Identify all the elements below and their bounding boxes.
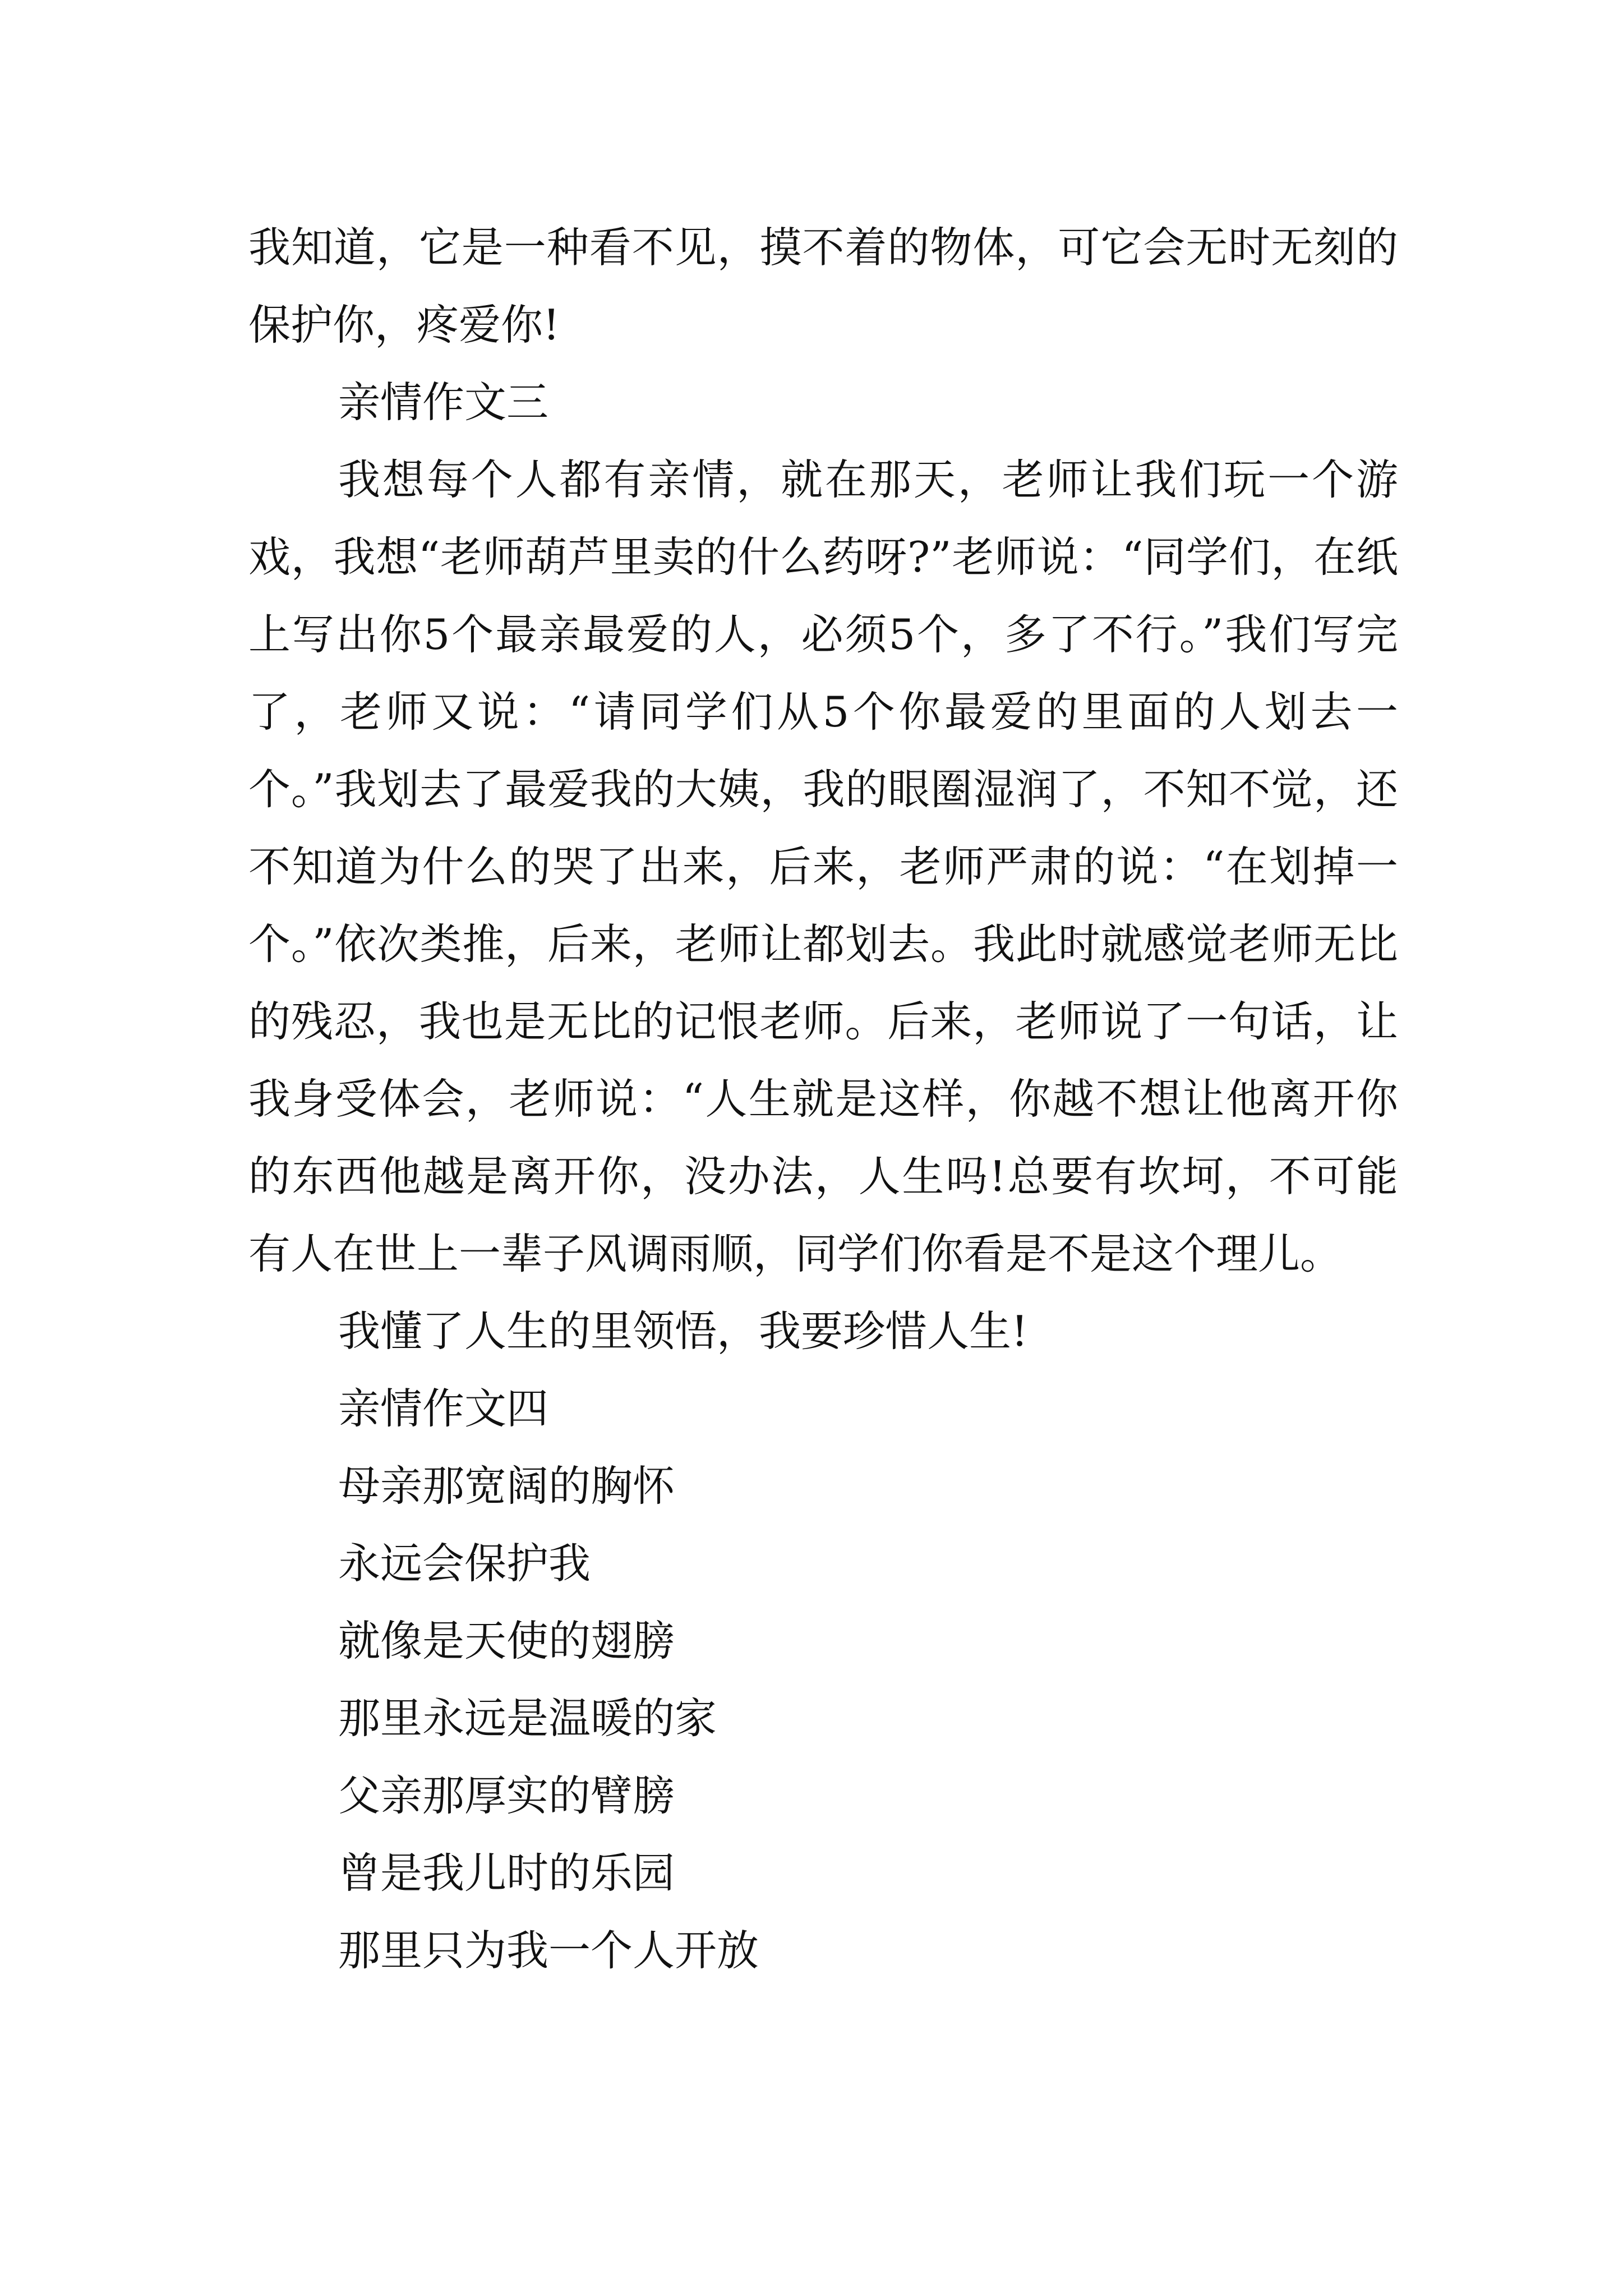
paragraph-game-story: 我想每个人都有亲情，就在那天，老师让我们玩一个游戏，我想“老师葫芦里卖的什么药呀?”老师说：“同学们，在纸上写出你5个最亲最爱的人，必须5个，多了不行。”我们写完了，老师又说：“请同学们从5个你最爱的里面的人划去一个。”我划去了最爱我的大姨，我的眼圈湿润了，不知不觉，还不知道为什么的哭了出来，后来，老师严肃的说：“在划掉一个。”依次类推，后来，老师让都划去。我此时就感觉老师无比的残忍，我也是无比的记恨老师。后来，老师说了一句话，让我身受体会，老师说：“人生就是这样，你越不想让他离开你的东西他越是离开你，没办法，人生吗!总要有坎坷，不可能有人在世上一辈子风调雨顺，同学们你看是不是这个理儿。	[248, 455, 1398, 1278]
section-heading-three: 亲情作文三	[338, 378, 549, 427]
poem-line: 就像是天使的翅膀	[338, 1616, 675, 1665]
document-body	[248, 209, 1398, 1989]
poem-line: 那里只为我一个人开放	[338, 1926, 759, 1975]
paragraph-conclusion: 我懂了人生的里领悟，我要珍惜人生!	[338, 1306, 1029, 1356]
poem-line: 曾是我儿时的乐园	[338, 1848, 675, 1898]
paragraph-continuation: 我知道，它是一种看不见，摸不着的物体，可它会无时无刻的保护你，疼爱你!	[248, 223, 1398, 349]
poem-line: 那里永远是温暖的家	[338, 1694, 717, 1743]
poem-line: 母亲那宽阔的胸怀	[338, 1461, 675, 1511]
poem-line: 父亲那厚实的臂膀	[338, 1771, 675, 1820]
section-heading-four: 亲情作文四	[338, 1384, 549, 1433]
poem-line: 永远会保护我	[338, 1539, 591, 1588]
